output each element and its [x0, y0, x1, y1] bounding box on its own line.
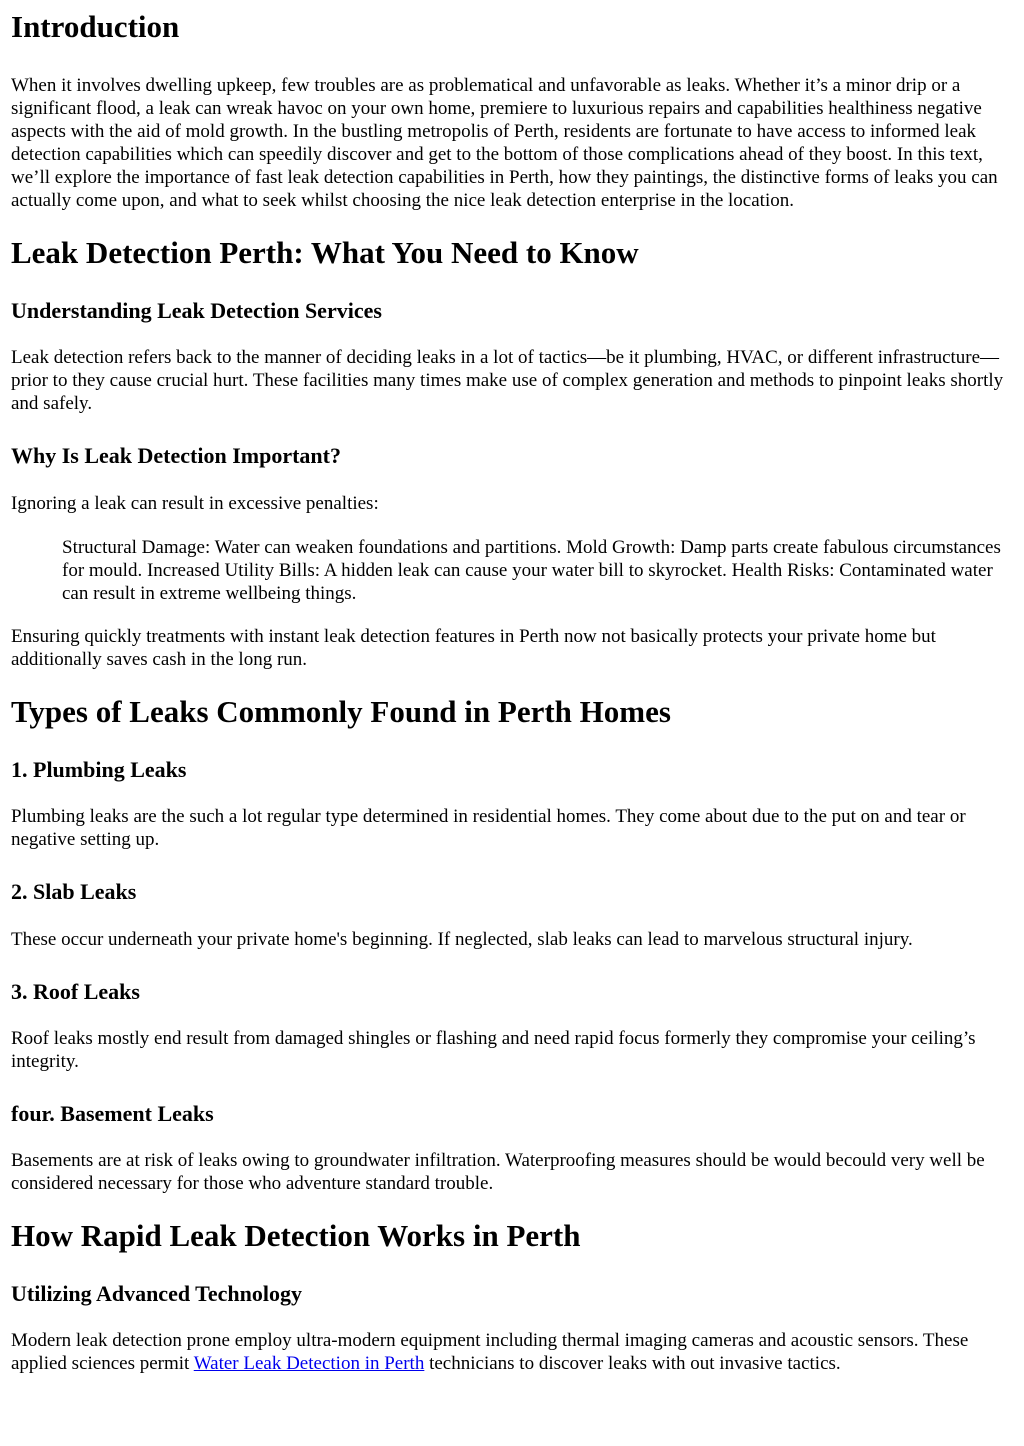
- slab-leaks-paragraph: These occur underneath your private home's beginning. If neglected, slab leaks can lead to marvelous structural injury.: [11, 929, 913, 950]
- tech-text-after-link: technicians to discover leaks with out invasive tactics.: [424, 1353, 841, 1374]
- roof-leaks-paragraph: Roof leaks mostly end result from damaged shingles or flashing and need rapid focus formerly they compromise your ceiling’s integrity.: [11, 1028, 976, 1072]
- roof-leaks-heading: 3. Roof Leaks: [11, 979, 140, 1004]
- advanced-technology-paragraph: [11, 1329, 1014, 1375]
- why-important-heading: Why Is Leak Detection Important?: [11, 443, 341, 468]
- understanding-paragraph: Leak detection refers back to the manner of deciding leaks in a lot of tactics—be it plumbing, HVAC, or different infrastructure—prior to they cause crucial hurt. These facilities many times make use of complex generation and methods to pinpoint leaks shortly and safely.: [11, 347, 1004, 414]
- why-closing-paragraph: Ensuring quickly treatments with instant leak detection features in Perth now not basically protects your private home but additionally saves cash in the long run.: [11, 626, 936, 670]
- risks-blockquote: Structural Damage: Water can weaken foundations and partitions. Mold Growth: Damp parts create fabulous circumstances for mould. Increased Utility Bills: A hidden leak can cause your water bill to skyrocket. Health Risks: Contaminated water can result in extreme wellbeing things.: [62, 537, 1001, 604]
- basement-leaks-heading: four. Basement Leaks: [11, 1101, 214, 1126]
- plumbing-leaks-paragraph: Plumbing leaks are the such a lot regular type determined in residential homes. They come about due to the put on and tear or negative setting up.: [11, 806, 966, 850]
- basement-leaks-paragraph: Basements are at risk of leaks owing to groundwater infiltration. Waterproofing measures should be would becould very well be considered necessary for those who adventure standard trouble.: [11, 1150, 985, 1194]
- intro-heading: Introduction: [11, 9, 180, 44]
- slab-leaks-heading: 2. Slab Leaks: [11, 879, 137, 904]
- advanced-technology-heading: Utilizing Advanced Technology: [11, 1281, 302, 1306]
- how-it-works-heading: How Rapid Leak Detection Works in Perth: [11, 1218, 581, 1253]
- understanding-heading: Understanding Leak Detection Services: [11, 298, 382, 323]
- plumbing-leaks-heading: 1. Plumbing Leaks: [11, 757, 187, 782]
- water-leak-detection-link[interactable]: Water Leak Detection in Perth: [193, 1353, 425, 1374]
- why-intro-paragraph: Ignoring a leak can result in excessive penalties:: [11, 493, 379, 514]
- tech-text-before-link: Modern leak detection prone employ ultra-modern equipment including thermal imaging cameras and acoustic sensors. These applied sciences permit: [11, 1330, 969, 1374]
- need-to-know-heading: Leak Detection Perth: What You Need to Know: [11, 235, 639, 270]
- intro-paragraph: When it involves dwelling upkeep, few troubles are as problematical and unfavorable as leaks. Whether it’s a minor drip or a significant flood, a leak can wreak havoc on your own home, premiere to luxurious repairs and capabilities healthiness negative aspects with the aid of mold growth. In the bustling metropolis of Perth, residents are fortunate to have access to informed leak detection capabilities which can speedily discover and get to the bottom of those complications ahead of they boost. In this text, we’ll explore the importance of fast leak detection capabilities in Perth, how they paintings, the distinctive forms of leaks you can actually come upon, and what to seek whilst choosing the nice leak detection enterprise in the location.: [11, 75, 998, 211]
- types-heading: Types of Leaks Commonly Found in Perth Homes: [11, 694, 671, 729]
